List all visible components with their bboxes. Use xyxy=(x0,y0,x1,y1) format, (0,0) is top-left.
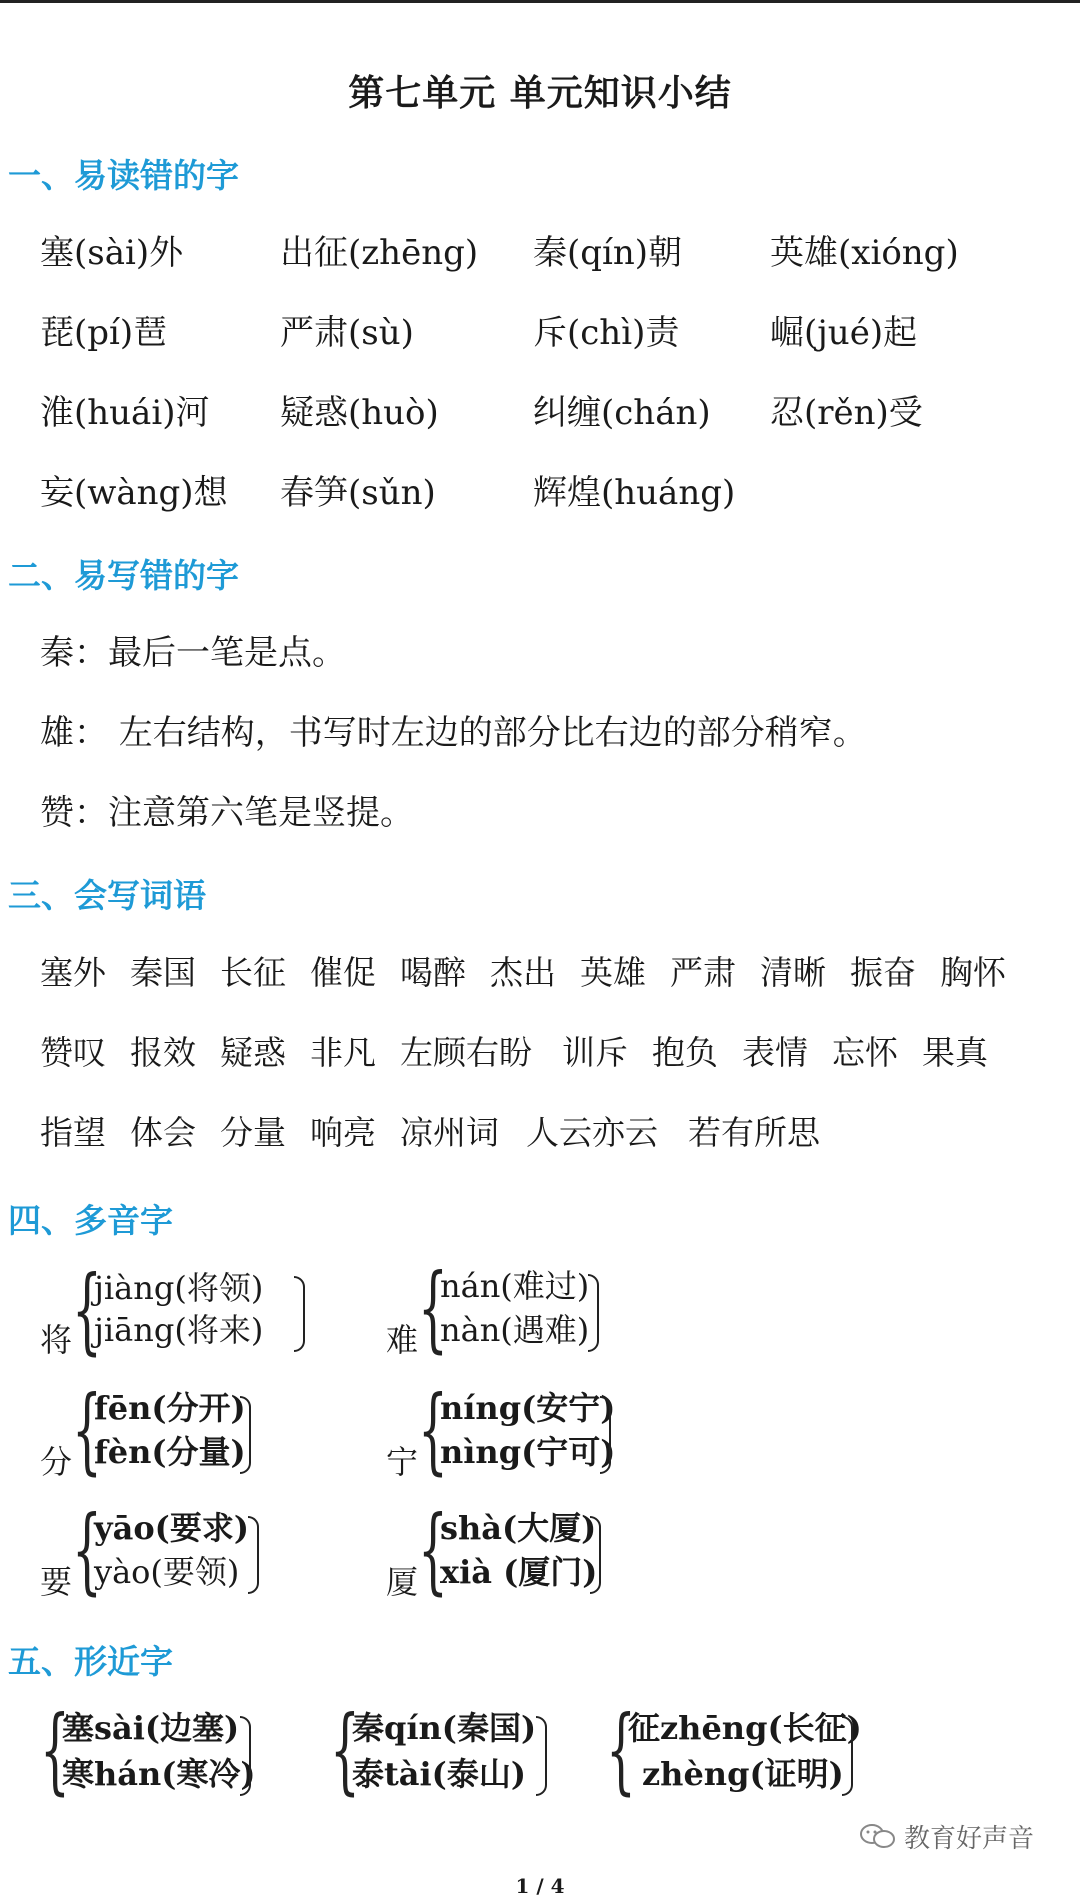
word: 塞外 xyxy=(40,953,106,992)
word: 非凡 xyxy=(310,1033,376,1072)
section-heading-1: 一、易读错的字 xyxy=(8,156,239,195)
word: 杰出 xyxy=(490,953,556,992)
page-title: 第七单元 单元知识小结 xyxy=(348,73,732,114)
chat-bubbles-icon xyxy=(858,1822,898,1850)
similar-char-line: 塞sài(边塞) xyxy=(62,1709,240,1747)
word: 振奋 xyxy=(850,953,916,992)
polyphone-char: 分 xyxy=(40,1443,73,1481)
left-brace: { xyxy=(72,1496,102,1605)
reading-item: 妄(wàng)想 xyxy=(40,473,228,513)
section-heading-5: 五、形近字 xyxy=(8,1642,173,1681)
polyphone-reading: níng(安宁) xyxy=(440,1389,616,1427)
left-brace: { xyxy=(418,1376,448,1485)
polyphone-char: 难 xyxy=(386,1321,419,1359)
polyphone-reading: nìng(宁可) xyxy=(440,1433,616,1471)
reading-item: 忍(rěn)受 xyxy=(770,393,923,433)
watermark-text: 教育好声音 xyxy=(904,1824,1035,1854)
reading-item: 斥(chì)责 xyxy=(533,313,680,353)
reading-item: 出征(zhēng) xyxy=(280,233,479,273)
polyphone-reading: fèn(分量) xyxy=(94,1433,246,1471)
page-number: 1 / 4 xyxy=(515,1874,565,1898)
word: 报效 xyxy=(130,1033,196,1072)
section-heading-4: 四、多音字 xyxy=(8,1201,173,1240)
right-brace xyxy=(536,1716,547,1796)
left-brace: { xyxy=(606,1696,636,1805)
reading-item: 辉煌(huáng) xyxy=(533,473,736,513)
word: 忘怀 xyxy=(832,1033,898,1072)
right-brace xyxy=(248,1516,259,1594)
writing-note: 雄： 左右结构，书写时左边的部分比右边的部分稍窄。 xyxy=(40,713,867,753)
section-heading-2: 二、易写错的字 xyxy=(8,556,239,595)
left-brace: { xyxy=(418,1254,448,1363)
word: 严肃 xyxy=(670,953,736,992)
reading-item: 疑惑(huò) xyxy=(280,393,439,433)
polyphone-reading: nán(难过) xyxy=(440,1267,590,1305)
writing-note: 赞：注意第六笔是竖提。 xyxy=(40,793,414,833)
word: 秦国 xyxy=(130,953,196,992)
word: 催促 xyxy=(310,953,376,992)
left-brace: { xyxy=(72,1376,102,1485)
polyphone-char: 将 xyxy=(40,1321,73,1359)
polyphone-reading: yāo(要求) xyxy=(94,1509,249,1547)
reading-item: 琵(pí)琶 xyxy=(40,313,168,353)
polyphone-char: 宁 xyxy=(386,1443,419,1481)
word: 响亮 xyxy=(310,1113,376,1152)
polyphone-reading: jiāng(将来) xyxy=(94,1311,264,1349)
similar-char-line: 寒hán(寒冷) xyxy=(62,1755,256,1793)
reading-item: 崛(jué)起 xyxy=(770,313,918,353)
reading-item: 严肃(sù) xyxy=(280,313,414,353)
word: 清晰 xyxy=(760,953,826,992)
right-brace xyxy=(590,1516,601,1594)
polyphone-reading: fēn(分开) xyxy=(94,1389,246,1427)
right-brace xyxy=(294,1276,305,1352)
section-heading-3: 三、会写词语 xyxy=(8,876,206,915)
writing-note: 秦：最后一笔是点。 xyxy=(40,633,346,673)
right-brace xyxy=(600,1396,611,1474)
polyphone-char: 要 xyxy=(40,1563,73,1601)
left-brace: { xyxy=(72,1256,102,1365)
similar-char-line: 秦qín(秦国) xyxy=(352,1709,537,1747)
polyphone-reading: yào(要领) xyxy=(94,1553,240,1591)
right-brace xyxy=(842,1716,853,1796)
left-brace: { xyxy=(418,1496,448,1605)
word: 英雄 xyxy=(580,953,646,992)
reading-item: 英雄(xióng) xyxy=(770,233,959,273)
reading-item: 春笋(sǔn) xyxy=(280,473,436,513)
word: 抱负 xyxy=(652,1033,718,1072)
word: 果真 xyxy=(922,1033,988,1072)
reading-item: 秦(qín)朝 xyxy=(533,233,683,273)
right-brace xyxy=(240,1396,251,1474)
polyphone-reading: jiàng(将领) xyxy=(94,1269,264,1307)
word: 喝醉 xyxy=(400,953,466,992)
polyphone-char: 厦 xyxy=(386,1563,419,1601)
word: 胸怀 xyxy=(940,953,1006,992)
left-brace: { xyxy=(40,1696,70,1805)
word: 人云亦云 xyxy=(526,1113,658,1152)
word: 左顾右盼 xyxy=(400,1033,532,1072)
reading-item: 塞(sài)外 xyxy=(40,233,184,273)
reading-item: 纠缠(chán) xyxy=(533,393,711,433)
top-rule xyxy=(0,0,1080,3)
reading-item: 淮(huái)河 xyxy=(40,393,210,433)
word: 若有所思 xyxy=(688,1113,820,1152)
right-brace xyxy=(588,1274,599,1352)
word: 赞叹 xyxy=(40,1033,106,1072)
similar-char-line: 泰tài(泰山) xyxy=(352,1755,526,1793)
word: 体会 xyxy=(130,1113,196,1152)
word: 表情 xyxy=(742,1033,808,1072)
word: 指望 xyxy=(40,1113,106,1152)
word: 长征 xyxy=(220,953,286,992)
similar-char-line: zhèng(证明) xyxy=(642,1755,844,1793)
word: 分量 xyxy=(220,1113,286,1152)
similar-char-line: 征zhēng(长征) xyxy=(628,1709,862,1747)
left-brace: { xyxy=(330,1696,360,1805)
word: 凉州词 xyxy=(400,1113,499,1152)
right-brace xyxy=(240,1716,251,1796)
polyphone-reading: shà(大厦) xyxy=(440,1509,597,1547)
polyphone-reading: xià (厦门) xyxy=(440,1553,598,1591)
word: 训斥 xyxy=(562,1033,628,1072)
polyphone-reading: nàn(遇难) xyxy=(440,1311,590,1349)
word: 疑惑 xyxy=(220,1033,286,1072)
